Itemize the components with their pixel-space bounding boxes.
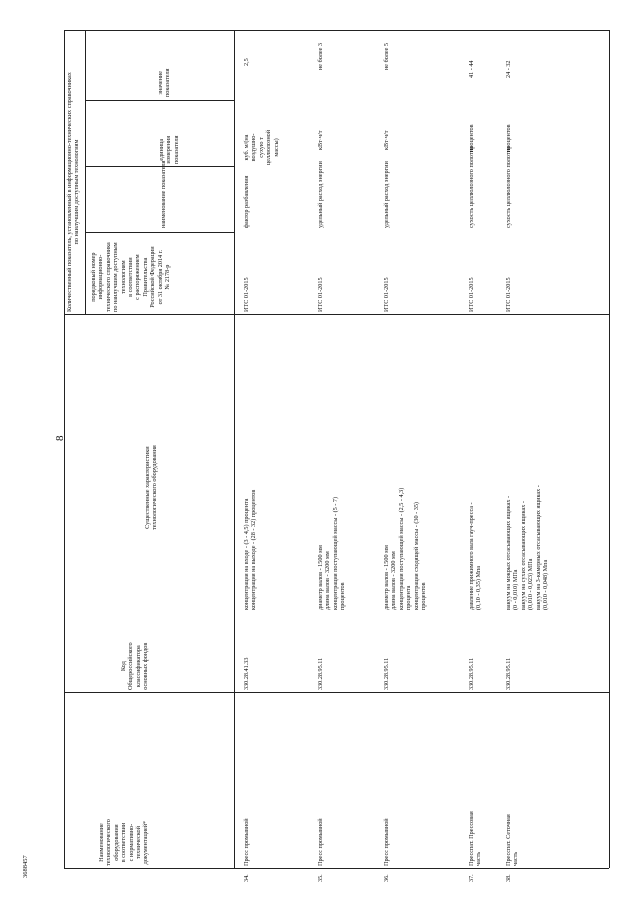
row-37-name: Пресспат. Прессовая часть <box>468 811 483 866</box>
row-37-value: 41 - 44 <box>468 60 475 78</box>
header-divider-right <box>64 314 609 315</box>
row-37-number: 37. <box>468 874 475 882</box>
table-border-bottom <box>609 30 610 868</box>
header-unit: единица измерения показателя <box>158 135 180 164</box>
page-number: 8 <box>54 435 66 441</box>
group-header-line <box>85 30 86 314</box>
row-36-value: не более 5 <box>383 43 390 70</box>
row-34-value: 2,5 <box>243 58 250 66</box>
row-38-value: 24 - 32 <box>505 60 512 78</box>
row-36-indicator: удельный расход энергии <box>383 161 390 228</box>
header-characteristics: Существенные характеристики технологического оборудования <box>144 445 159 530</box>
row-35-indicator: удельный расход энергии <box>317 161 324 228</box>
num-column-divider <box>64 868 609 869</box>
row-36-unit: кВт·ч/т <box>383 130 390 150</box>
row-37-unit: процентов <box>468 124 475 152</box>
document-id: 3688457 <box>22 855 29 878</box>
row-36-number: 36. <box>383 874 390 882</box>
subheader-line <box>234 30 235 314</box>
row-35-unit: кВт·ч/т <box>317 130 324 150</box>
header-name: Наименование технологического оборудования в соответствии с нормативно- технической документацией* <box>98 819 150 866</box>
header-indicator: наименование показателя <box>160 160 167 228</box>
row-37-characteristics: давление прижимного вала гауч-пресса - (0,10 - 0,35) Мпа <box>468 502 483 610</box>
row-34-number: 34. <box>243 874 250 882</box>
row-35-name: Пресс промывной <box>317 818 324 866</box>
row-38-unit: процентов <box>505 124 512 152</box>
subheader-divider-3 <box>85 232 234 233</box>
row-37-indicator: сухость целлюлозного полотна <box>468 146 475 228</box>
row-36-characteristics: диаметр валов - 1500 мм длина валов - 3200 мм концентрация поступающей массы - (2,5 - 4,3) процента концентрация сходящей массы - (30 - 35) процентов <box>383 487 428 610</box>
table-border-left <box>64 30 609 31</box>
row-38-reference: ИТС 01-2015 <box>505 277 512 312</box>
header-group: Количественный показатель, установленный в информационно-технических справочниках по наилучшим доступным технологиям <box>66 72 81 312</box>
subheader-divider-1 <box>85 100 234 101</box>
header-reference: порядковый номер информационно- технического справочника по наилучшим доступным технологиям в соответствии с распоряжением Правительства Российской Федерации от 31 октября 2014 г. № 2178-р <box>90 242 172 312</box>
row-37-reference: ИТС 01-2015 <box>468 277 475 312</box>
row-35-characteristics: диаметр валов - 1500 мм длина валов - 3200 мм концентрация поступающей массы - (5 - 7) процентов <box>317 496 347 610</box>
header-code: Код Общероссийского классификатора основных фондов <box>120 642 150 690</box>
row-38-name: Пресспат. Сеточная часть <box>505 814 520 866</box>
header-divider-left <box>64 692 609 693</box>
row-34-name: Пресс промывной <box>243 818 250 866</box>
row-38-characteristics: вакуум на мокрых отсасывающих ящиках - (0 - 0,010) МПа вакуум на сухих отсасывающих ящиках - (0,010 - 0,023) МПа вакуум на 3-камерных отсасывающих ящиках - (0,010 - 0,048) Мпа <box>505 485 550 610</box>
row-36-reference: ИТС 01-2015 <box>383 277 390 312</box>
row-38-code: 330.28.95.11 <box>505 657 512 690</box>
row-34-reference: ИТС 01-2015 <box>243 277 250 312</box>
row-35-value: не более 3 <box>317 43 324 70</box>
row-34-characteristics: концентрация на входе - (3 - 4,5) процента концентрация на выходе - (28 - 32) процентов <box>243 489 258 610</box>
row-35-reference: ИТС 01-2015 <box>317 277 324 312</box>
row-38-number: 38. <box>505 874 512 882</box>
row-34-indicator: фактор разбавления <box>243 175 250 228</box>
table-border-top <box>64 30 65 868</box>
row-35-number: 35. <box>317 874 324 882</box>
row-34-unit: куб. м/(на воздушно- сухую т целлюлозной массы) <box>243 129 280 165</box>
row-37-code: 330.28.95.11 <box>468 657 475 690</box>
row-35-code: 330.28.95.11 <box>317 657 324 690</box>
header-value: значение показателя <box>157 68 172 97</box>
row-36-name: Пресс промывной <box>383 818 390 866</box>
row-34-code: 330.28.41.33 <box>243 657 250 690</box>
row-36-code: 330.28.95.11 <box>383 657 390 690</box>
row-38-indicator: сухость целлюлозного полотна <box>505 146 512 228</box>
